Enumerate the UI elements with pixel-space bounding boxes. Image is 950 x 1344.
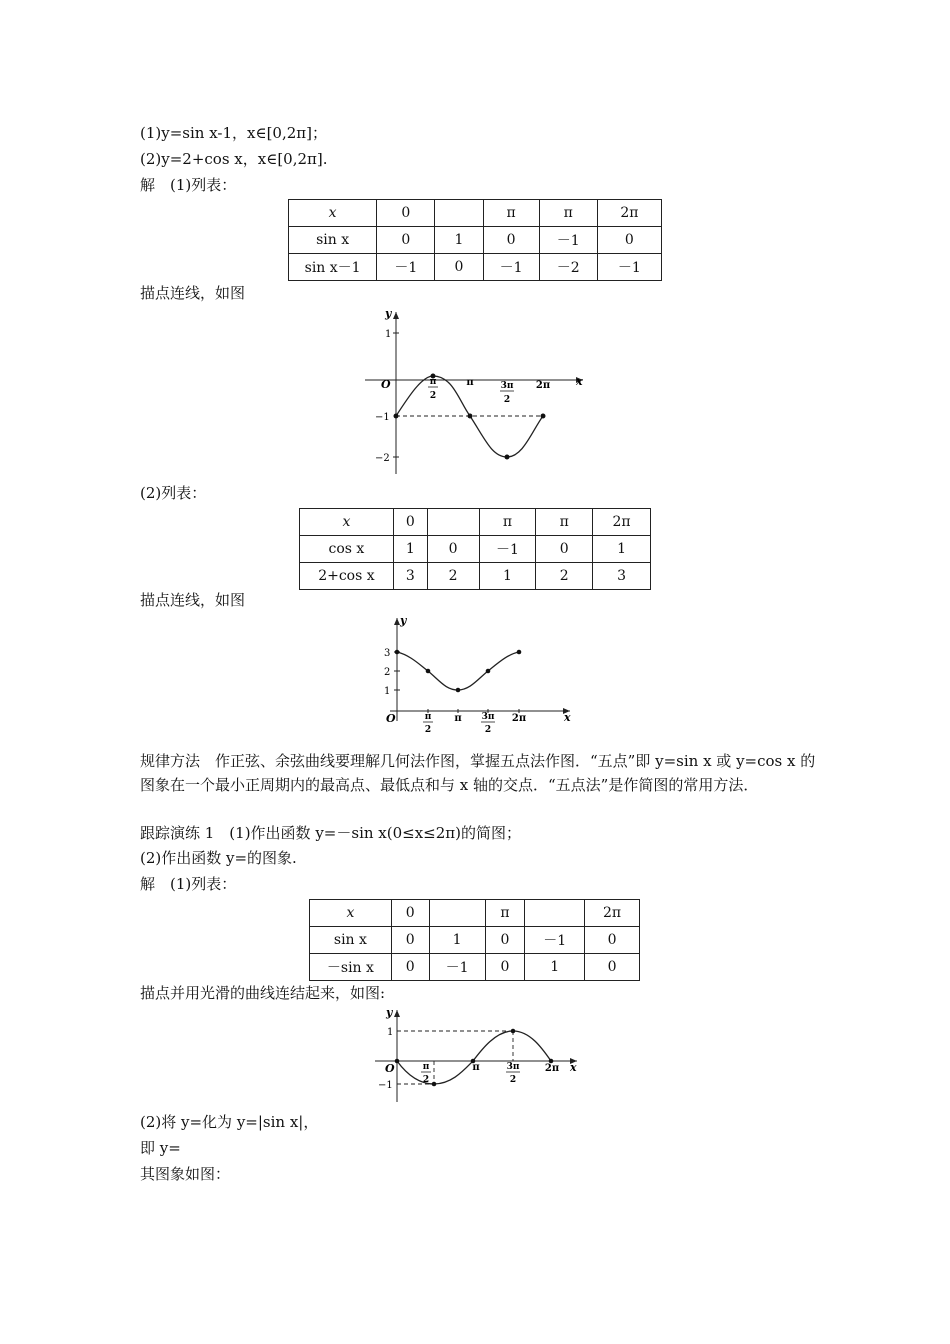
table-cell: 1 <box>435 227 483 254</box>
y-tick-label: −1 <box>378 1080 393 1091</box>
x-tick-numerator: π <box>424 712 432 722</box>
table-row <box>310 954 640 981</box>
x-axis-label: x <box>576 375 583 388</box>
table-cell: 0 <box>597 227 661 254</box>
graph-2-plus-cos-x <box>372 613 582 735</box>
graph-sin-x-minus-1 <box>365 306 590 476</box>
value-table-2 <box>299 508 651 590</box>
table-cell: 0 <box>435 254 483 281</box>
y-axis-label: y <box>386 1006 393 1019</box>
x-tick-denominator: 2 <box>503 395 511 405</box>
table-cell: 1 <box>393 536 427 563</box>
x-tick-label: 2π <box>511 713 527 724</box>
x-tick-label: 2π <box>544 1063 560 1074</box>
table-cell <box>435 200 483 227</box>
x-tick-denominator: 2 <box>422 1075 430 1085</box>
table-row <box>300 563 651 590</box>
table-cell: 0 <box>485 954 525 981</box>
table-cell: 3 <box>593 563 651 590</box>
x-tick-label: π <box>466 377 474 388</box>
y-tick-label: 1 <box>385 329 392 340</box>
table-row <box>310 900 640 927</box>
graph-neg-sin-x <box>372 1006 587 1106</box>
table-cell: sin x <box>289 227 377 254</box>
table-cell: －1 <box>429 954 485 981</box>
plot-caption-2: 描点连线，如图 <box>140 591 246 609</box>
x-tick-denominator: 2 <box>509 1075 517 1085</box>
table-cell: 0 <box>585 954 640 981</box>
table-cell <box>429 900 485 927</box>
table-cell: 2 <box>536 563 593 590</box>
table-cell: 0 <box>377 227 435 254</box>
table-cell: π <box>485 900 525 927</box>
table-cell: －1 <box>539 227 597 254</box>
y-axis-label: y <box>400 614 407 627</box>
table-cell: 0 <box>585 927 640 954</box>
x-tick-denominator: 2 <box>424 725 432 735</box>
x-axis-label: x <box>564 711 571 724</box>
table-cell: 0 <box>536 536 593 563</box>
solution-3-heading: 解 (1)列表： <box>140 875 237 893</box>
table-cell: sin x－1 <box>289 254 377 281</box>
table-cell: 0 <box>485 927 525 954</box>
table-cell: 0 <box>391 954 429 981</box>
table-cell: 2π <box>585 900 640 927</box>
table-cell: 1 <box>479 563 536 590</box>
table-cell: 2π <box>597 200 661 227</box>
graph-caption: 其图象如图： <box>140 1165 231 1183</box>
solution-2-heading: (2)列表： <box>140 484 207 502</box>
table-row <box>289 200 662 227</box>
table-cell: 0 <box>391 927 429 954</box>
x-tick-label: 2π <box>535 380 551 391</box>
table-cell: π <box>536 509 593 536</box>
x-tick-denominator: 2 <box>484 725 492 735</box>
table-row <box>300 509 651 536</box>
table-cell: －1 <box>483 254 539 281</box>
x-tick-numerator: π <box>422 1062 430 1072</box>
x-tick-label: π <box>472 1062 480 1073</box>
table-cell: x <box>289 200 377 227</box>
value-table-1 <box>288 199 662 281</box>
table-cell: 1 <box>429 927 485 954</box>
y-axis-label: y <box>385 307 392 320</box>
x-tick-numerator: 3π <box>506 1062 520 1072</box>
table-cell: π <box>539 200 597 227</box>
value-table-3 <box>309 899 640 981</box>
piecewise-line: 即 y= <box>140 1139 181 1157</box>
y-tick-label: 1 <box>387 1027 394 1038</box>
table-cell: 2+cos x <box>300 563 394 590</box>
table-cell: 0 <box>377 200 435 227</box>
y-tick-label: 3 <box>384 648 391 659</box>
y-tick-label: 1 <box>384 686 391 697</box>
table-cell: －1 <box>377 254 435 281</box>
plot-caption-3: 描点并用光滑的曲线连结起来，如图: <box>140 984 386 1002</box>
method-paragraph: 规律方法 作正弦、余弦曲线要理解几何法作图，掌握五点法作图．“五点”即 y=sin x 或 y=cos x 的图象在一个最小正周期内的最高点、最低点和与 x 轴的交点．“五点法”是作简图的常用方法． <box>140 752 816 794</box>
table-cell: 0 <box>427 536 479 563</box>
origin-label: O <box>381 378 391 391</box>
exercise-2: (2)作出函数 y=的图象. <box>140 849 297 867</box>
table-cell <box>427 509 479 536</box>
y-tick-label: 2 <box>384 667 391 678</box>
table-cell: 3 <box>393 563 427 590</box>
table-cell: －1 <box>479 536 536 563</box>
table-cell: x <box>300 509 394 536</box>
problem-2: (2)y=2+cos x，x∈[0,2π]. <box>140 150 328 168</box>
table-cell: 0 <box>391 900 429 927</box>
table-cell: －1 <box>525 927 585 954</box>
table-cell: x <box>310 900 392 927</box>
problem-1: (1)y=sin x-1，x∈[0,2π]； <box>140 124 328 142</box>
table-row <box>289 227 662 254</box>
table-row <box>289 254 662 281</box>
table-cell: －sin x <box>310 954 392 981</box>
table-cell: －1 <box>597 254 661 281</box>
table-cell: 1 <box>525 954 585 981</box>
x-tick-label: π <box>454 713 462 724</box>
table-cell: cos x <box>300 536 394 563</box>
table-row <box>300 536 651 563</box>
table-cell: 2π <box>593 509 651 536</box>
table-cell: 1 <box>593 536 651 563</box>
solution-1-heading: 解 (1)列表： <box>140 176 237 194</box>
table-row <box>310 927 640 954</box>
table-cell: π <box>479 509 536 536</box>
x-tick-numerator: 3π <box>481 712 495 722</box>
table-cell: 0 <box>483 227 539 254</box>
x-axis-label: x <box>570 1061 577 1074</box>
x-tick-denominator: 2 <box>429 391 437 401</box>
conversion-line: (2)将 y=化为 y=|sin x|， <box>140 1113 319 1131</box>
table-cell: π <box>483 200 539 227</box>
x-tick-numerator: π <box>429 377 437 387</box>
exercise-1: 跟踪演练 1 (1)作出函数 y=－sin x(0≤x≤2π)的简图； <box>140 824 522 842</box>
origin-label: O <box>385 1062 395 1075</box>
origin-label: O <box>386 712 396 725</box>
y-tick-label: −2 <box>375 453 390 464</box>
table-cell: 0 <box>393 509 427 536</box>
table-cell: 2 <box>427 563 479 590</box>
table-cell: sin x <box>310 927 392 954</box>
x-tick-numerator: 3π <box>500 381 514 391</box>
table-cell: －2 <box>539 254 597 281</box>
y-tick-label: −1 <box>375 412 390 423</box>
plot-caption-1: 描点连线，如图 <box>140 284 246 302</box>
table-cell <box>525 900 585 927</box>
